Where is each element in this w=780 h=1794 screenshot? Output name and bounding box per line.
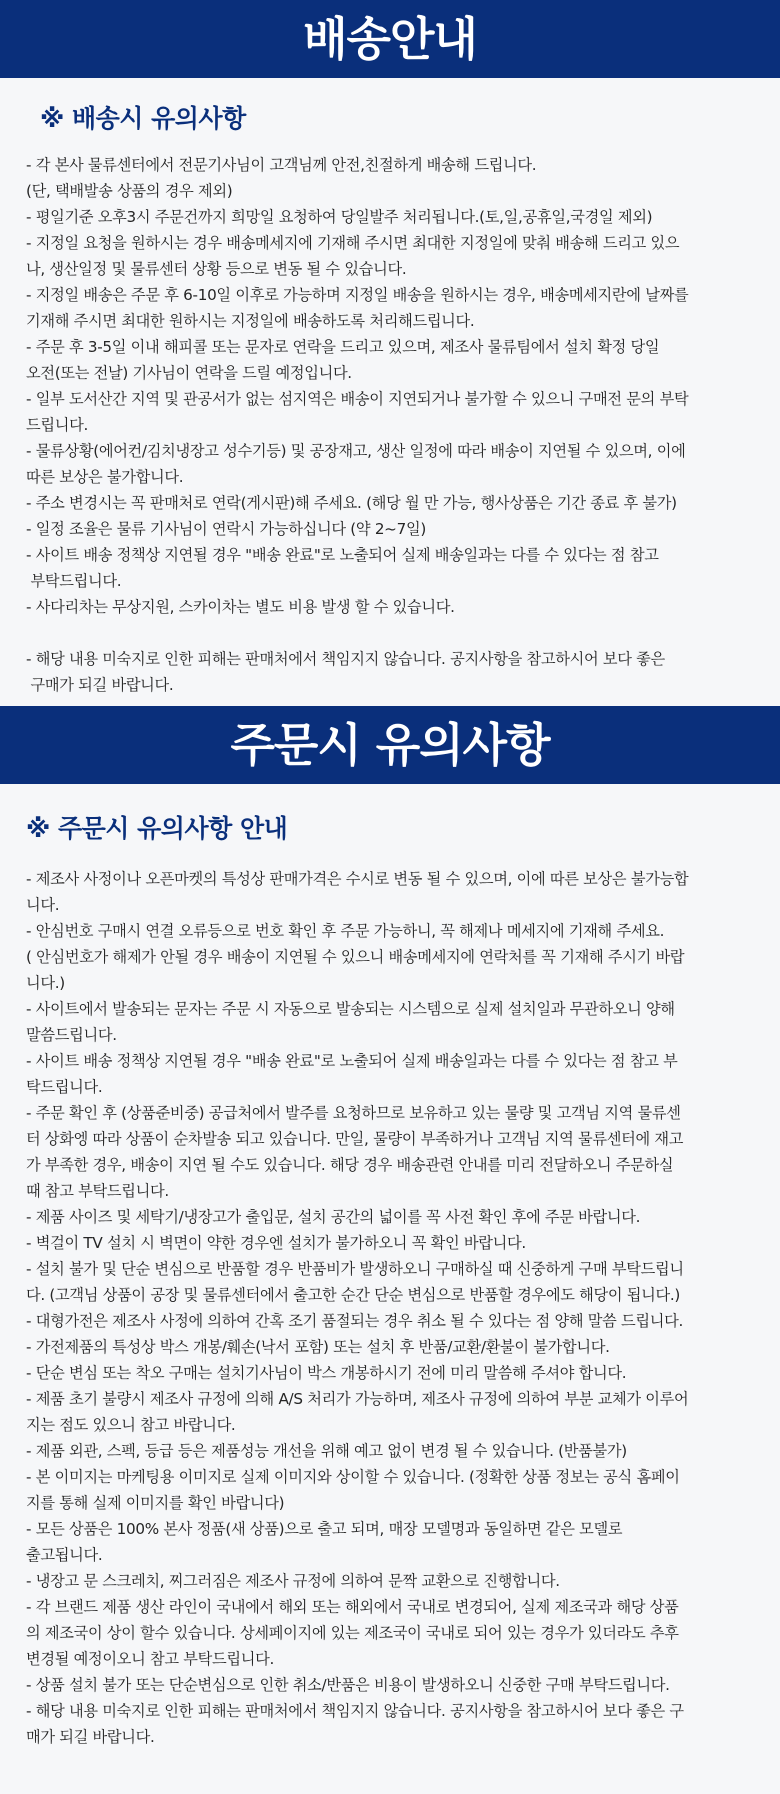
delivery-banner-title: 배송안내 [0, 0, 780, 78]
order-notice-text: - 제조사 사정이나 오픈마켓의 특성상 판매가격은 수시로 변동 될 수 있으며, 이에 따른 보상은 불가능합 니다. - 안심번호 구매시 연결 오류등으로 번호 확인 후 주문 가능하니, 꼭 해제나 메세지에 기재해 주세요. ( 안심번호가 해제가 안될 경우 배송이 지연될 수 있으니 배송메세지에 연락처를 꼭 기재해 주시기 바랍 니다.) - 사이트에서 발송되는 문자는 주문 시 자동으로 발송되는 시스템으로 실제 설치일과 무관하오니 양해 말씀드립니다. - 사이트 배송 정책상 지연될 경우 "배송 완료"로 노출되어 실제 배송일과는 다를 수 있다는 점 참고 부 탁드립니다. - 주문 확인 후 (상품준비중) 공급처에서 발주를 요청하므로 보유하고 있는 물량 및 고객님 지역 물류센 터 상화엥 따라 상품이 순차발송 되고 있습니다. 만일, 물량이 부족하거나 고객님 지역 물류센터에 재고 가 부족한 경우, 배송이 지연 될 수도 있습니다. 해당 경우 배송관련 안내를 미리 전달하오니 주문하실 때 참고 부탁드립니다. - 제품 사이즈 및 세탁기/냉장고가 출입문, 설치 공간의 넓이를 꼭 사전 확인 후에 주문 바랍니다. - 벽걸이 TV 설치 시 벽면이 약한 경우엔 설치가 불가하오니 꼭 확인 바랍니다. - 설치 불가 및 단순 변심으로 반품할 경우 반품비가 발생하오니 구매하실 때 신중하게 구매 부탁드립니 다. (고객님 상품이 공장 및 물류센터에서 출고한 순간 단순 변심으로 반품할 경우에도 해당이 됩니다.) - 대형가전은 제조사 사정에 의하여 간혹 조기 품절되는 경우 취소 될 수 있다는 점 양해 말씀 드립니다. - 가전제품의 특성상 박스 개봉/훼손(낙서 포함) 또는 설치 후 반품/교환/환불이 불가합니다. - 단순 변심 또는 착오 구매는 설치기사님이 박스 개봉하시기 전에 미리 말씀해 주셔야 합니다. - 제품 초기 불량시 제조사 규정에 의해 A/S 처리가 가능하며, 제조사 규정에 의하여 부분 교체가 이루어 지는 점도 있으니 참고 바랍니다. - 제품 외관, 스펙, 등급 등은 제품성능 개선을 위해 예고 없이 변경 될 수 있습니다. (반품불가) - 본 이미지는 마케팅용 이미지로 실제 이미지와 상이할 수 있습니다. (정확한 상품 정보는 공식 홈페이 지를 통해 실제 이미지를 확인 바랍니다) - 모든 상품은 100% 본사 정품(새 상품)으로 출고 되며, 매장 모델명과 동일하면 같은 모델로 출고됩니다. - 냉장고 문 스크레치, 찌그러짐은 제조사 규정에 의하여 문짝 교환으로 진행합니다. - 각 브랜드 제품 생산 라인이 국내에서 해외 또는 해외에서 국내로 변경되어, 실제 제조국과 해당 상품 의 제조국이 상이 할수 있습니다. 상세페이지에 있는 제조국이 국내로 되어 있는 경우가 있더라도 추후 변경될 예정이오니 참고 부탁드립니다. - 상품 설치 불가 또는 단순변심으로 인한 취소/반품은 비용이 발생하오니 신중한 구매 부탁드립니다. - 해당 내용 미숙지로 인한 피해는 판매처에서 책임지지 않습니다. 공지사항을 참고하시어 보다 좋은 구 매가 되길 바랍니다. [26, 870, 689, 1746]
delivery-section [0, 78, 780, 706]
order-sub-title: ※ 주문시 유의사항 안내 [26, 814, 288, 843]
order-banner-title: 주문시 유의사항 [0, 706, 780, 784]
delivery-notice-text: - 각 본사 물류센터에서 전문기사님이 고객님께 안전,친절하게 배송해 드립니다. (단, 택배발송 상품의 경우 제외) - 평일기준 오후3시 주문건까지 희망일 요청하여 당일발주 처리됩니다.(토,일,공휴일,국경일 제외) - 지정일 요청을 원하시는 경우 배송메세지에 기재해 주시면 최대한 지정일에 맞춰 배송해 드리고 있으 나, 생산일정 및 물류센터 상황 등으로 변동 될 수 있습니다. - 지정일 배송은 주문 후 6-10일 이후로 가능하며 지정일 배송을 원하시는 경우, 배송메세지란에 날짜를 기재해 주시면 최대한 원하시는 지정일에 배송하도록 처리해드립니다. - 주문 후 3-5일 이내 해피콜 또는 문자로 연락을 드리고 있으며, 제조사 물류팀에서 설치 확정 당일 오전(또는 전날) 기사님이 연락을 드릴 예정입니다. - 일부 도서산간 지역 및 관공서가 없는 섬지역은 배송이 지연되거나 불가할 수 있으니 구매전 문의 부탁 드립니다. - 물류상황(에어컨/김치냉장고 성수기등) 및 공장재고, 생산 일정에 따라 배송이 지연될 수 있으며, 이에 따른 보상은 불가합니다. - 주소 변경시는 꼭 판매처로 연락(게시판)해 주세요. (해당 월 만 가능, 행사상품은 기간 종료 후 불가) - 일정 조율은 물류 기사님이 연락시 가능하십니다 (약 2~7일) - 사이트 배송 정책상 지연될 경우 "배송 완료"로 노출되어 실제 배송일과는 다를 수 있다는 점 참고 부탁드립니다. - 사다리차는 무상지원, 스카이차는 별도 비용 발생 할 수 있습니다. - 해당 내용 미숙지로 인한 피해는 판매처에서 책임지지 않습니다. 공지사항을 참고하시어 보다 좋은 구매가 되길 바랍니다. [26, 156, 689, 694]
delivery-sub-title: ※ 배송시 유의사항 [40, 104, 246, 133]
order-section [0, 784, 780, 1794]
